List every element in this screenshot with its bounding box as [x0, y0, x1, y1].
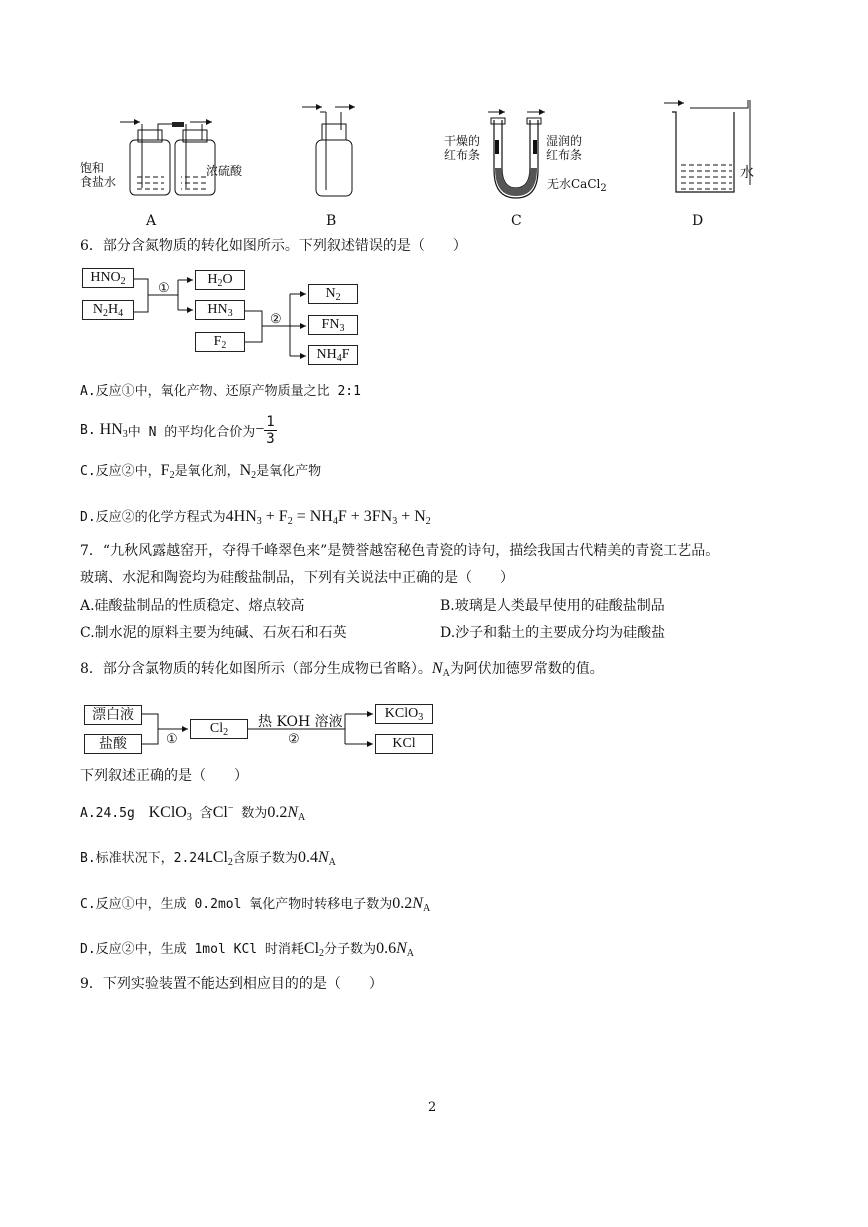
q6-option-d: D.反应②的化学方程式为$4HN_3 + F_2 = NH_4F + 3FN_3 + N_2$: [80, 508, 431, 527]
box-h2o: $H_2O$: [195, 270, 245, 290]
q7-stem-line2: 玻璃、水泥和陶瓷均为硅酸盐制品，下列有关说法中正确的是（ ）: [80, 570, 514, 586]
label-conc-sulfuric: 浓硫酸: [206, 164, 243, 178]
caption-a: A: [146, 213, 157, 229]
q6-option-a: A.反应①中，氧化产物、还原产物质量之比 2:1: [80, 384, 361, 399]
q8-option-b: B.标准状况下，2.24LCl$_2$含原子数为$0.4N_A$: [80, 849, 336, 868]
caption-b: B: [326, 213, 337, 229]
q7-option-c: C.制水泥的原料主要为纯碱、石灰石和石英: [80, 625, 347, 641]
q6-step1: ①: [158, 281, 170, 296]
box-hn3: $HN_3$: [195, 300, 245, 320]
label-saturated-brine: 饱和 食盐水: [80, 161, 117, 189]
box-cl2: $Cl_2$: [190, 719, 248, 739]
caption-c: C: [511, 213, 522, 229]
box-n2h4: $N_2H_4$: [82, 300, 134, 320]
q7-stem-line1: 7．“九秋风露越窑开，夺得千峰翠色来”是赞誉越窑秘色青瓷的诗句，描绘我国古代精美的青瓷工艺品。: [80, 543, 720, 559]
q8-option-a: A.24.5g KClO$_3$ 含Cl− 数为$0.2N_A$: [80, 803, 306, 823]
box-kclo3: KClO$_3$: [375, 704, 433, 724]
q6-arrows: [0, 0, 868, 400]
box-nh4f: $NH_4F$: [308, 345, 358, 365]
box-kcl: KCl: [375, 734, 433, 754]
q6-option-b: B. $HN_3$ 中 N 的平均化合价为 − $\frac{1}{3}$: [80, 413, 275, 447]
q7-option-d: D.沙子和黏土的主要成分均为硅酸盐: [440, 625, 666, 641]
q7-option-b: B.玻璃是人类最早使用的硅酸盐制品: [440, 598, 665, 614]
q6-option-c: C.反应②中，$F_2$是氧化剂，$N_2$是氧化产物: [80, 462, 322, 481]
q8-stem: 8．部分含氯物质的转化如图所示（部分生成物已省略）。$N_A$为阿伏加德罗常数的值。: [80, 660, 604, 679]
box-n2: $N_2$: [308, 284, 358, 304]
box-fn3: $FN_3$: [308, 315, 358, 335]
q8-arrows: [0, 690, 868, 770]
q6-step2: ②: [270, 312, 282, 327]
label-dry-red-cloth: 干燥的 红布条: [444, 134, 481, 162]
box-bleach: 漂白液: [84, 705, 142, 725]
q7-option-a: A.硅酸盐制品的性质稳定、熔点较高: [80, 598, 305, 614]
label-wet-red-cloth: 湿润的 红布条: [546, 134, 583, 162]
box-f2: $F_2$: [195, 332, 245, 352]
label-anhydrous-cacl2: 无水CaCl$_2$: [547, 177, 607, 194]
page-number: 2: [428, 1100, 437, 1115]
q8-option-d: D.反应②中，生成 1mol KCl 时消耗$Cl_2$分子数为$0.6N_A$: [80, 940, 414, 959]
box-hcl: 盐酸: [84, 734, 142, 754]
label-water: 水: [740, 165, 754, 181]
q8-step1: ①: [166, 732, 178, 747]
caption-d: D: [692, 213, 704, 229]
box-hno2: $HNO_2$: [82, 268, 134, 288]
q8-step2: ②: [288, 732, 300, 747]
q8-question: 下列叙述正确的是（ ）: [80, 768, 248, 784]
q8-option-c: C.反应①中，生成 0.2mol 氧化产物时转移电子数为$0.2N_A$: [80, 895, 431, 914]
q9-stem: 9．下列实验装置不能达到相应目的的是（ ）: [80, 976, 383, 992]
q6-stem: 6．部分含氮物质的转化如图所示。下列叙述错误的是（ ）: [80, 238, 467, 254]
q8-condition: 热 KOH 溶液: [258, 714, 343, 730]
